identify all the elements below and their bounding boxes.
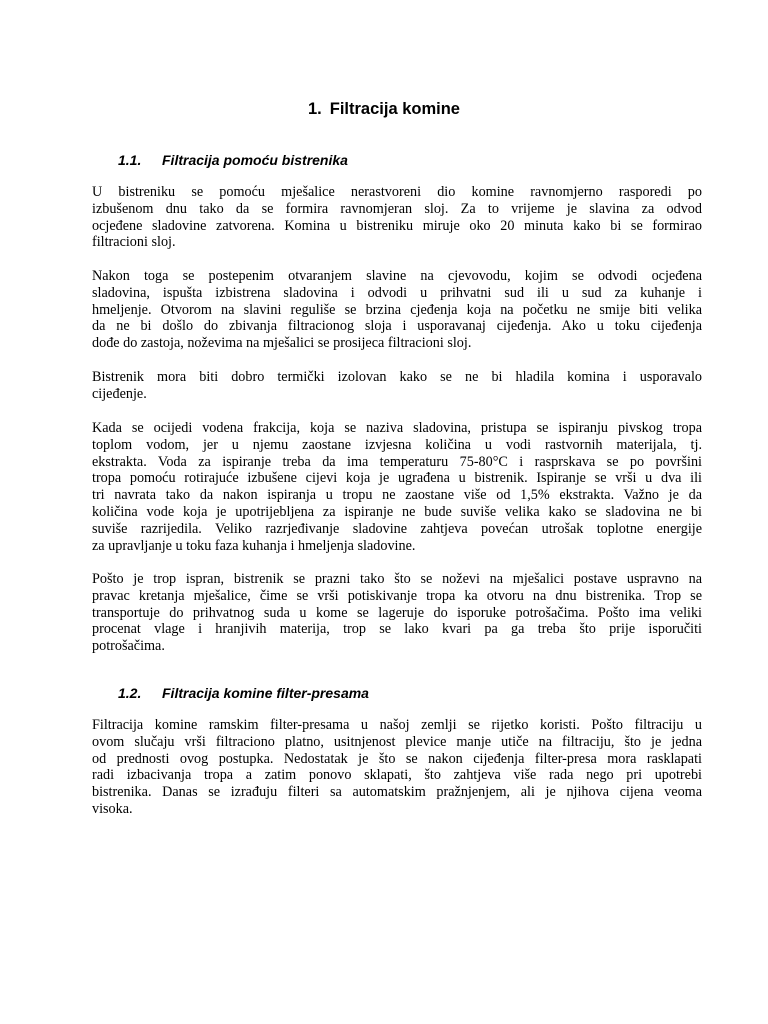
section-heading-1-2 xyxy=(118,685,369,701)
text-line: suviše razrijedila. Veliko razrjeđivanje sladovine zahtjeva povećan utrošak toplotne energije xyxy=(92,520,702,537)
text-line: ocjeđene sladovine zatvorena. Komina u bistreniku miruje oko 20 minuta kako bi se formirao xyxy=(92,217,702,234)
paragraph-4 xyxy=(92,420,702,554)
chapter-title: Filtracija komine xyxy=(329,100,460,118)
text-line: pravac kretanja mješalice, čime se vrši potiskivanje tropa ka otvoru na dnu bistrenika. Trop se xyxy=(92,587,702,604)
text-line: visoka. xyxy=(92,800,133,817)
text-line: bistrenika. Danas se izrađuju filteri sa automatskim pražnjenjem, ali je njihova cijena veoma xyxy=(92,784,702,801)
text-line: U bistreniku se pomoću mješalice nerastvoreni dio komine ravnomjerno rasporedi po xyxy=(92,184,702,200)
section-number: 1.1. xyxy=(118,152,142,168)
section-number: 1.2. xyxy=(118,685,142,701)
text-line: Kada se ocijedi vodena frakcija, koja se naziva sladovina, pristupa se ispiranju pivskog tropa xyxy=(92,420,702,436)
text-line: ovom slučaju vrši filtraciono platno, usitnjenost plevice manje utiče na filtraciju, što je jedna xyxy=(92,733,702,750)
text-line: transportuje do prihvatnog suda u kome se lageruje do isporuke potrošačima. Pošto ima veliki xyxy=(92,604,702,621)
text-line: radi izbacivanja tropa a zatim ponovo sklapati, što zahtjeva više rada nego pri upotrebi xyxy=(92,767,702,784)
text-line: da ne bi došlo do zbivanja filtracionog sloja i usporavanaj cijeđenja. Ako u toku cijeđenja xyxy=(92,318,702,335)
text-line: Pošto je trop ispran, bistrenik se prazni tako što se noževi na mješalici postave uspravno na xyxy=(92,571,702,587)
text-line: sladovina, ispušta izbistrena sladovina i odvodi u prihvatni sud ili u sud za kuhanje i xyxy=(92,284,702,301)
text-line: Nakon toga se postepenim otvaranjem slavine na cjevovodu, kojim se odvodi ocjeđena xyxy=(92,268,702,284)
text-line: Bistrenik mora biti dobro termički izolovan kako se ne bi hladila komina i usporavalo xyxy=(92,369,702,385)
text-line: toplom vodom, jer u njemu zaostane izvjesna količina u vodi rastvornih materijala, tj. xyxy=(92,436,702,453)
text-line: količina vode koja je upotrijebljena za ispiranje ne bude suviše velika kako se sladovina ne bi xyxy=(92,503,702,520)
text-line: procenat vlage i hranjivih materija, trop se lako kvari pa ga treba što prije isporučiti xyxy=(92,621,702,638)
text-line: ekstrakta. Voda za ispiranje treba da ima temperaturu 75-80°C i rasprskava se po površini xyxy=(92,453,702,470)
paragraph-6 xyxy=(92,717,702,818)
text-line: hmeljenje. Otvorom na slavini reguliše se brzina cjeđenja koja na početku ne smije biti velika xyxy=(92,301,702,318)
chapter-heading xyxy=(0,100,768,119)
text-line: potrošačima. xyxy=(92,638,165,655)
section-heading-1-1 xyxy=(118,152,348,168)
section-title: Filtracija pomoću bistrenika xyxy=(162,152,348,168)
text-line: od prednosti ovog postupka. Nedostatak je što se nakon cijeđenja filter-presa mora rasklapati xyxy=(92,750,702,767)
paragraph-2 xyxy=(92,268,702,352)
text-line: Filtracija komine ramskim filter-presama u našoj zemlji se rijetko koristi. Pošto filtraciju u xyxy=(92,717,702,733)
paragraph-3 xyxy=(92,369,702,403)
chapter-number: 1. xyxy=(308,100,322,118)
paragraph-1 xyxy=(92,184,702,251)
text-line: za upravljanje u toku faza kuhanja i hmeljenja sladovine. xyxy=(92,537,416,554)
text-line: cijeđenje. xyxy=(92,385,147,402)
text-line: tropa pomoću rotirajuće izbušene cijevi koja je ugrađena u bistrenik. Ispiranje se vrši u dva ili xyxy=(92,470,702,487)
text-line: tri navrata tako da nakon ispiranja u tropu ne zaostane više od 1,5% ekstrakta. Važno je da xyxy=(92,487,702,504)
paragraph-5 xyxy=(92,571,702,655)
text-line: filtracioni sloj. xyxy=(92,234,176,251)
text-line: dođe do zastoja, noževima na mješalici se prosijeca filtracioni sloj. xyxy=(92,335,472,352)
text-line: izbušenom dnu tako da se formira ravnomjeran sloj. Za to vrijeme je slavina za odvod xyxy=(92,200,702,217)
section-title: Filtracija komine filter-presama xyxy=(162,685,369,701)
